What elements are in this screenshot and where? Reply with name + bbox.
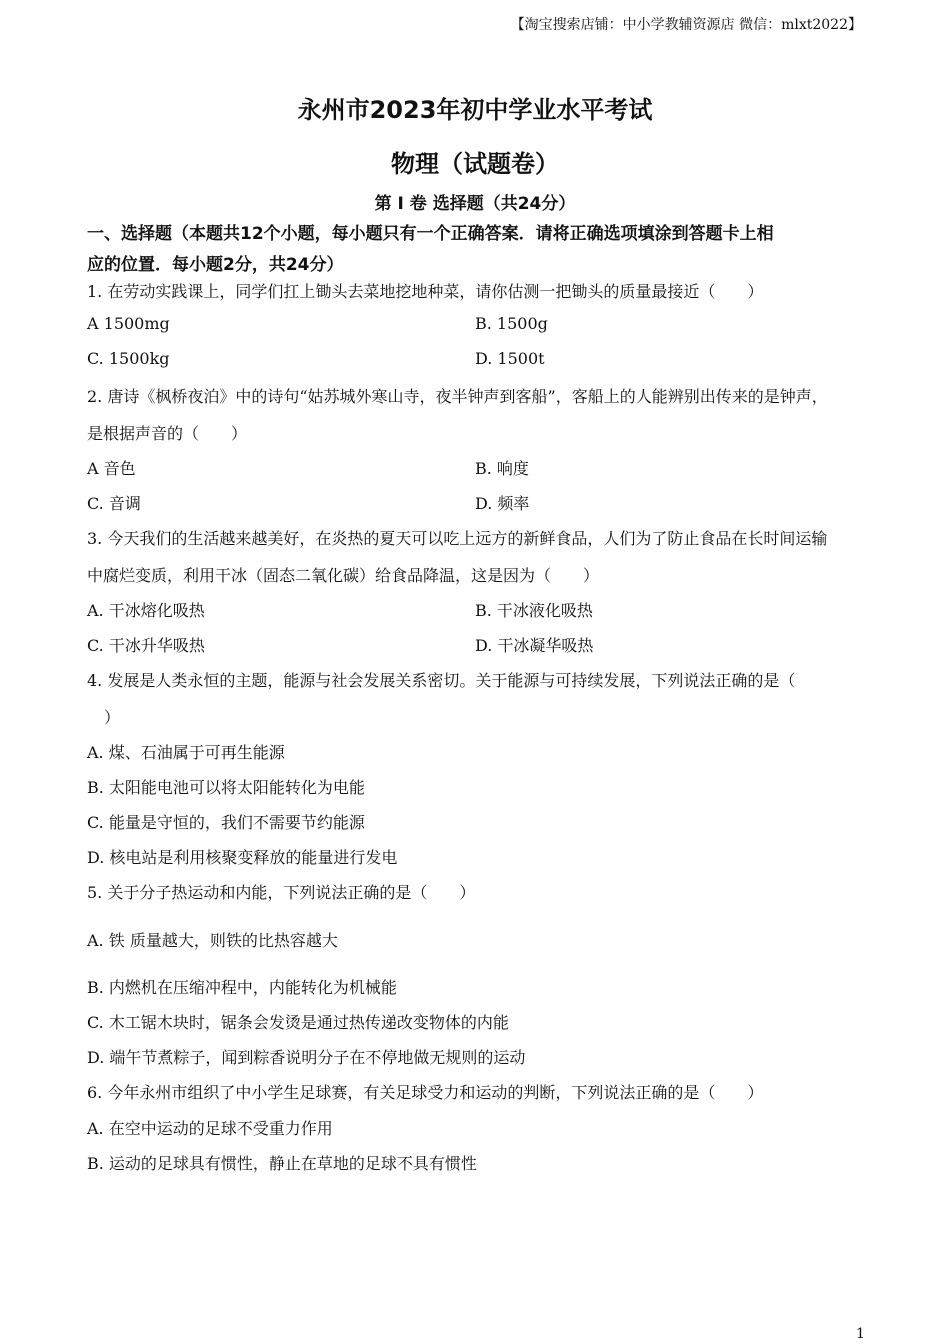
question-6-option-a: A. 在空中运动的足球不受重力作用 xyxy=(87,1119,333,1138)
question-4-stem-line1: 4. 发展是人类永恒的主题，能源与社会发展关系密切。关于能源与可持续发展，下列说法正确的是（ xyxy=(87,671,796,690)
question-5-option-b: B. 内燃机在压缩冲程中，内能转化为机械能 xyxy=(87,978,397,997)
question-1-option-a: A 1500mg xyxy=(87,314,170,333)
question-2-option-c: C. 音调 xyxy=(87,494,141,513)
question-6-stem: 6. 今年永州市组织了中小学生足球赛，有关足球受力和运动的判断，下列说法正确的是（ ） xyxy=(87,1083,764,1102)
question-3-stem-line1: 3. 今天我们的生活越来越美好，在炎热的夏天可以吃上远方的新鲜食品，人们为了防止食品在长时间运输 xyxy=(87,529,828,548)
question-5-option-d: D. 端午节煮粽子，闻到粽香说明分子在不停地做无规则的运动 xyxy=(87,1048,526,1067)
question-2-stem-line1: 2. 唐诗《枫桥夜泊》中的诗句“姑苏城外寒山寺，夜半钟声到客船”，客船上的人能辨别出传来的是钟声， xyxy=(87,387,828,406)
question-4-stem-line2: ） xyxy=(104,708,121,727)
question-3-option-c: C. 干冰升华吸热 xyxy=(87,636,205,655)
question-5-stem: 5. 关于分子热运动和内能，下列说法正确的是（ ） xyxy=(87,883,476,902)
question-1-option-b: B. 1500g xyxy=(475,314,548,333)
question-4-option-c: C. 能量是守恒的，我们不需要节约能源 xyxy=(87,813,365,832)
question-1-option-c: C. 1500kg xyxy=(87,349,170,368)
part-title: 第 Ⅰ 卷 选择题（共24分） xyxy=(374,194,576,214)
question-3-option-b: B. 干冰液化吸热 xyxy=(475,601,593,620)
question-3-option-d: D. 干冰凝华吸热 xyxy=(475,636,594,655)
section-heading-line2: 应的位置．每小题2分，共24分） xyxy=(87,255,344,275)
question-1-stem: 1. 在劳动实践课上，同学们扛上锄头去菜地挖地种菜，请你估测一把锄头的质量最接近（ ） xyxy=(87,282,764,301)
exam-title: 永州市2023年初中学业水平考试 xyxy=(297,96,653,124)
question-2-option-a: A 音色 xyxy=(87,459,136,478)
question-3-option-a: A. 干冰熔化吸热 xyxy=(87,601,205,620)
question-2-option-b: B. 响度 xyxy=(475,459,529,478)
question-6-option-b: B. 运动的足球具有惯性，静止在草地的足球不具有惯性 xyxy=(87,1154,477,1173)
question-2-option-d: D. 频率 xyxy=(475,494,530,513)
question-4-option-d: D. 核电站是利用核聚变释放的能量进行发电 xyxy=(87,848,398,867)
page-number: 1 xyxy=(856,1326,865,1342)
question-5-option-a: A. 铁 质量越大，则铁的比热容越大 xyxy=(87,931,338,950)
section-heading-line1: 一、选择题（本题共12个小题，每小题只有一个正确答案．请将正确选项填涂到答题卡上相 xyxy=(87,224,774,244)
question-4-option-a: A. 煤、石油属于可再生能源 xyxy=(87,743,285,762)
header-note: 【淘宝搜索店铺：中小学教辅资源店 微信：mlxt2022】 xyxy=(510,17,862,33)
question-1-option-d: D. 1500t xyxy=(475,349,545,368)
question-4-option-b: B. 太阳能电池可以将太阳能转化为电能 xyxy=(87,778,365,797)
question-5-option-c: C. 木工锯木块时，锯条会发烫是通过热传递改变物体的内能 xyxy=(87,1013,509,1032)
question-2-stem-line2: 是根据声音的（ ） xyxy=(87,424,248,443)
paper-title: 物理（试题卷） xyxy=(391,150,559,178)
question-3-stem-line2: 中腐烂变质，利用干冰（固态二氧化碳）给食品降温，这是因为（ ） xyxy=(87,566,600,585)
